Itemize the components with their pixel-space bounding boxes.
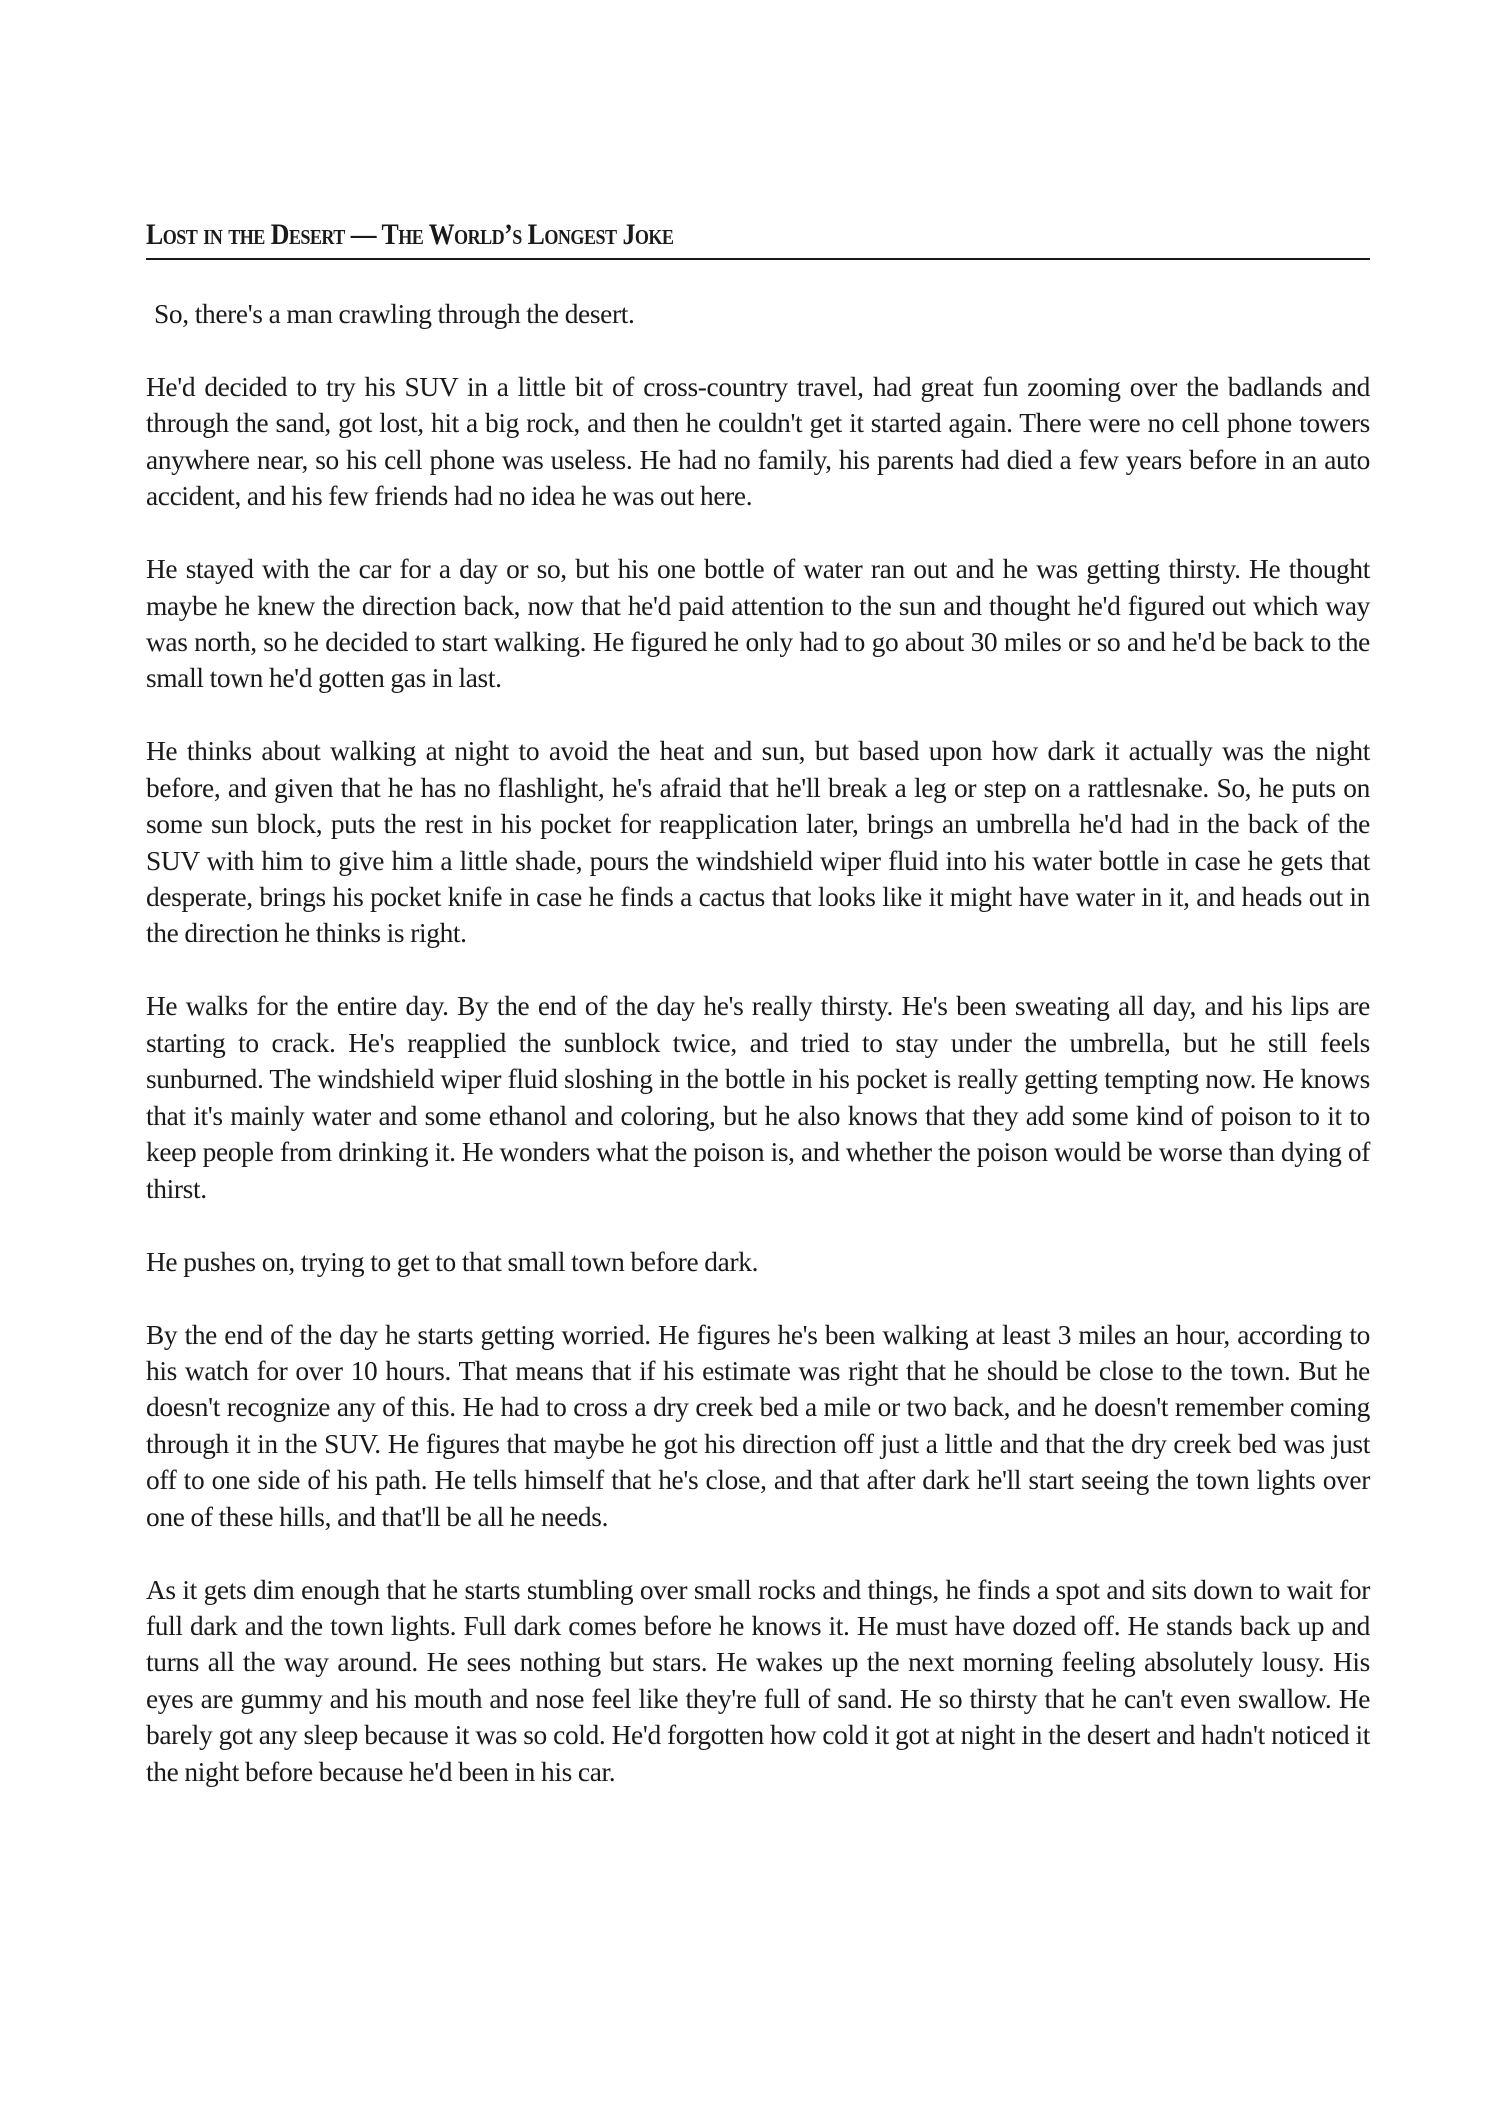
paragraph-first-day: He walks for the entire day. By the end of the day he's really thirsty. He's been sweating all day, and his lips are starting to crack. He's reapplied the sunblock twice, and tried to stay under the umbrella, but he still feels sunburned. The windshield wiper fluid sloshing in the bottle in his pocket is really getting tempting now. He knows that it's mainly water and some ethanol and coloring, but he also knows that they add some kind of poison to it to keep people from drinking it. He wonders what the poison is, and whether the poison would be worse than dying of thirst. (146, 991, 1370, 1204)
paragraph-start-walking: He stayed with the car for a day or so, but his one bottle of water ran out and he was getting thirsty. He thought maybe he knew the direction back, now that he'd paid attention to the sun and thought he'd figured out which way was north, so he decided to start walking. He figured he only had to go about 30 miles or so and he'd be back to the small town he'd gotten gas in last. (146, 554, 1370, 694)
paragraph-suv-lost: He'd decided to try his SUV in a little bit of cross-country travel, had great fun zooming over the badlands and through the sand, got lost, hit a big rock, and then he couldn't get it started again. There were no cell phone towers anywhere near, so his cell phone was useless. He had no family, his parents had died a few years before in an auto accident, and his few friends had no idea he was out here. (146, 372, 1370, 512)
document-title: Lost in the Desert — The World’s Longest Joke (146, 218, 674, 251)
paragraph-opening: So, there's a man crawling through the desert. (154, 299, 635, 329)
paragraph-night-falls: As it gets dim enough that he starts stumbling over small rocks and things, he finds a spot and sits down to wait for full dark and the town lights. Full dark comes before he knows it. He must have dozed off. He stands back up and turns all the way around. He sees nothing but stars. He wakes up the next morning feeling absolutely lousy. His eyes are gummy and his mouth and nose feel like they're full of sand. He so thirsty that he can't even swallow. He barely got any sleep because it was so cold. He'd forgotten how cold it got at night in the desert and hadn't noticed it the night before because he'd been in his car. (146, 1574, 1370, 1787)
paragraph-pushes-on: He pushes on, trying to get to that small town before dark. (146, 1246, 759, 1277)
document-page (146, 218, 1370, 1827)
title-underline-rule (146, 258, 1370, 260)
paragraph-preparations: He thinks about walking at night to avoid the heat and sun, but based upon how dark it actually was the night before, and given that he has no flashlight, he's afraid that he'll break a leg or step on a rattlesnake. So, he puts on some sun block, puts the rest in his pocket for reapplication later, brings an umbrella he'd had in the back of the SUV with him to give him a little shade, pours the windshield wiper fluid into his water bottle in case he gets that desperate, brings his pocket knife in case he finds a cactus that looks like it might have water in it, and heads out in the direction he thinks is right. (146, 736, 1370, 949)
document-body (146, 296, 1370, 1790)
paragraph-getting-worried: By the end of the day he starts getting worried. He figures he's been walking at least 3 miles an hour, according to his watch for over 10 hours. That means that if his estimate was right that he should be close to the town. But he doesn't recognize any of this. He had to cross a dry creek bed a mile or two back, and he doesn't remember coming through it in the SUV. He figures that maybe he got his direction off just a little and that the dry creek bed was just off to one side of his path. He tells himself that he's close, and that after dark he'll start seeing the town lights over one of these hills, and that'll be all he needs. (146, 1319, 1370, 1532)
